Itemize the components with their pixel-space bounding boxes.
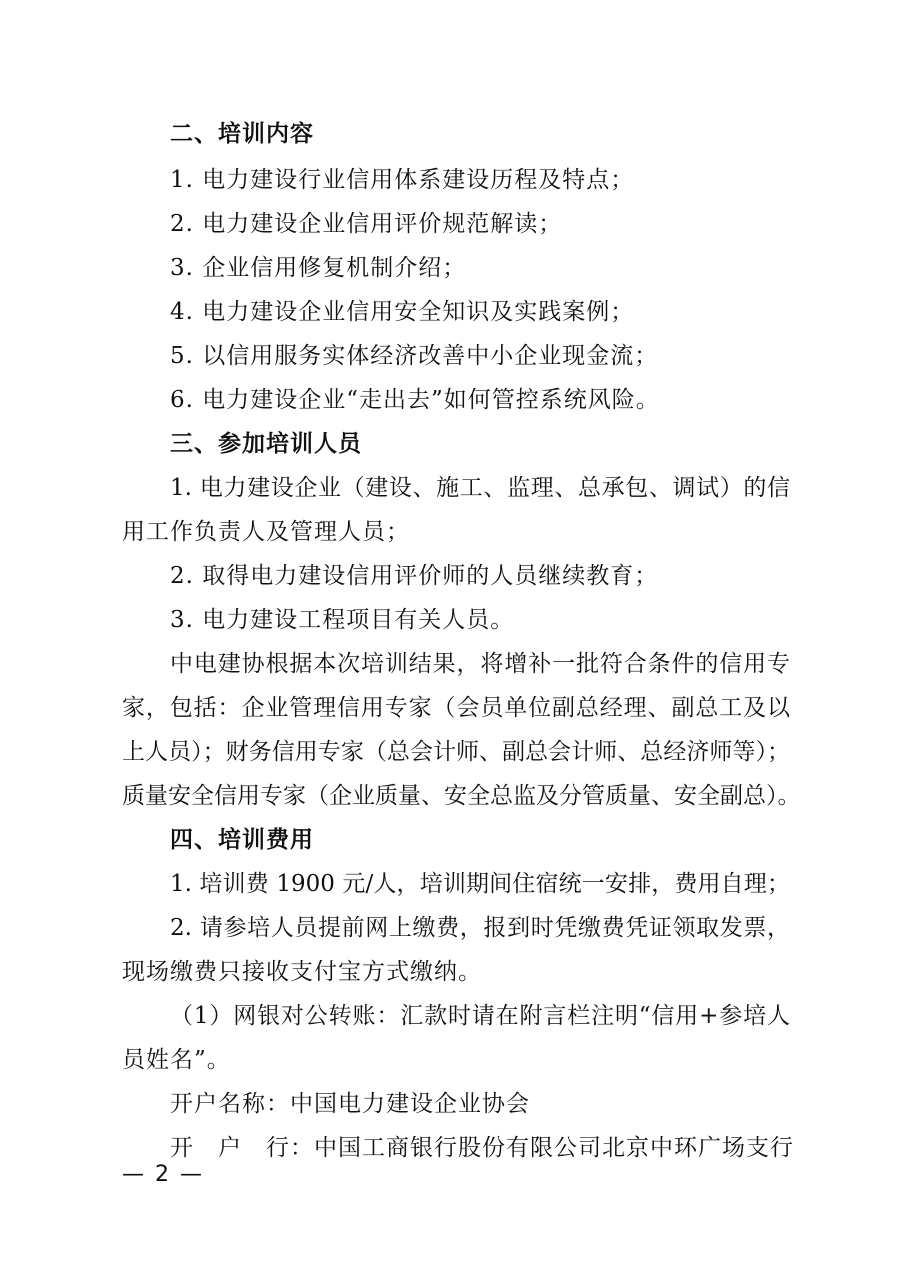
list-item: 1. 电力建设行业信用体系建设历程及特点；: [170, 167, 635, 193]
paragraph-line: 中电建协根据本次培训结果，将增补一批符合条件的信用专: [170, 651, 790, 677]
paragraph-line: 1. 电力建设企业（建设、施工、监理、总承包、调试）的信: [170, 475, 790, 501]
list-item: 2. 电力建设企业信用评价规范解读；: [170, 211, 563, 237]
paragraph-line: 质量安全信用专家（企业质量、安全总监及分管质量、安全副总）。: [122, 783, 801, 809]
list-item: 1. 培训费 1900 元/人，培训期间住宿统一安排，费用自理；: [170, 871, 790, 897]
list-item: 5. 以信用服务实体经济改善中小企业现金流；: [170, 343, 659, 369]
account-name-line: 开户名称：中国电力建设企业协会: [170, 1091, 530, 1117]
page-number: — 2 —: [122, 1162, 204, 1187]
list-item: 6. 电力建设企业“走出去”如何管控系统风险。: [170, 387, 660, 413]
paragraph-line: 家，包括：企业管理信用专家（会员单位副总经理、副总工及以: [122, 695, 790, 721]
paragraph-line: 员姓名”。: [122, 1047, 231, 1073]
paragraph-line: 现场缴费只接收支付宝方式缴纳。: [122, 959, 482, 985]
bank-line: 开 户 行：中国工商银行股份有限公司北京中环广场支行: [170, 1135, 794, 1161]
list-item: 2. 取得电力建设信用评价师的人员继续教育；: [170, 563, 659, 589]
section-heading-participants: 三、参加培训人员: [170, 431, 362, 457]
paragraph-line: 上人员）；财务信用专家（总会计师、副总会计师、总经济师等）；: [122, 739, 790, 765]
list-item: 3. 电力建设工程项目有关人员。: [170, 607, 515, 633]
paragraph-line: 2. 请参培人员提前网上缴费，报到时凭缴费凭证领取发票，: [170, 915, 790, 941]
paragraph-line: （1）网银对公转账：汇款时请在附言栏注明“信用+参培人: [170, 1003, 790, 1029]
list-item: 3. 企业信用修复机制介绍；: [170, 255, 467, 281]
section-heading-fees: 四、培训费用: [170, 827, 314, 853]
list-item: 4. 电力建设企业信用安全知识及实践案例；: [170, 299, 635, 325]
section-heading-training-content: 二、培训内容: [170, 121, 314, 147]
paragraph-line: 用工作负责人及管理人员；: [122, 519, 410, 545]
